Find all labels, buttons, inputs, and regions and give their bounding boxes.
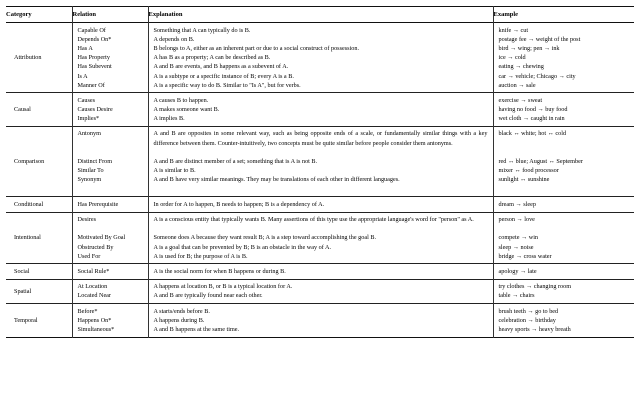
table-row [6, 304, 634, 338]
list-item [499, 53, 630, 62]
relation-cell [72, 212, 148, 264]
example-cell-stack [499, 96, 630, 124]
table-row [6, 126, 634, 196]
example-cell [493, 23, 634, 93]
list-item [154, 282, 488, 291]
list-item [499, 129, 630, 157]
relation-cell-stack [78, 307, 143, 335]
explanation-text: A and B are events, and B happens as a subevent of A. [153, 63, 289, 71]
example-text: auction → sale [498, 81, 536, 89]
list-item [154, 105, 488, 114]
list-item [154, 252, 488, 261]
list-item [499, 105, 630, 114]
list-item [78, 175, 143, 193]
explanation-text: A is a subtype or a specific instance of B; every A is a B. [153, 72, 294, 80]
category-cell [6, 23, 72, 93]
list-item [499, 307, 630, 316]
example-cell-stack [499, 26, 630, 90]
explanation-cell-stack [154, 282, 488, 300]
list-item [499, 267, 630, 276]
relation-label: Happens On* [77, 316, 112, 324]
example-text: car → vehicle; Chicago → city [498, 72, 576, 80]
explanation-text: A happens at location B, or B is a typical location for A. [153, 283, 293, 291]
example-cell [493, 264, 634, 279]
list-item [499, 175, 630, 193]
category-label: Attribution [14, 54, 42, 62]
list-item [154, 200, 488, 209]
example-text: exercise → sweat [498, 96, 543, 104]
example-text: dream → sleep [498, 200, 536, 208]
example-text: red ↔ blue; August ↔ September [498, 158, 583, 166]
explanation-text: A is similar to B. [153, 167, 196, 175]
explanation-text: A and B happens at the same time. [153, 325, 240, 333]
relation-label: Has Prerequisite [77, 200, 119, 208]
example-text: table → chairs [498, 292, 535, 300]
example-text: try clothes → changing room [498, 283, 572, 291]
list-item [78, 200, 143, 209]
category-cell [6, 264, 72, 279]
example-cell-stack [499, 307, 630, 335]
list-item [78, 316, 143, 325]
relation-label: Causes [77, 96, 96, 104]
list-item [499, 96, 630, 105]
list-item [78, 62, 143, 71]
explanation-cell-stack [154, 200, 488, 209]
category-cell [6, 304, 72, 338]
explanation-text: Something that A can typically do is B. [153, 26, 251, 34]
list-item [78, 166, 143, 175]
example-cell [493, 93, 634, 127]
list-item [154, 157, 488, 166]
explanation-cell-stack [154, 129, 488, 193]
list-item [78, 267, 143, 276]
list-item [499, 325, 630, 334]
explanation-cell [148, 93, 493, 127]
example-text: postage fee → weight of the post [498, 35, 581, 43]
list-item [154, 267, 488, 276]
relation-label: Capable Of [77, 26, 106, 34]
relation-cell [72, 23, 148, 93]
explanation-text: A happens during B. [153, 316, 205, 324]
list-item [154, 72, 488, 81]
example-cell-stack [499, 215, 630, 261]
example-text: person → love [498, 216, 535, 224]
example-text: apology → late [498, 267, 537, 275]
example-cell-stack [499, 200, 630, 209]
list-item [499, 200, 630, 209]
list-item [499, 35, 630, 44]
list-item [154, 325, 488, 334]
category-label: Spatial [14, 287, 32, 295]
table-row [6, 197, 634, 212]
category-label: Comparison [14, 158, 45, 166]
example-text: heavy sports → heavy breath [498, 325, 571, 333]
explanation-text: A makes someone want B. [153, 106, 220, 114]
list-item [78, 96, 143, 105]
explanation-text: A causes B to happen. [153, 96, 209, 104]
list-item [154, 81, 488, 90]
list-item [78, 35, 143, 44]
relation-cell-stack [78, 26, 143, 90]
list-item [78, 252, 143, 261]
relation-cell [72, 304, 148, 338]
relation-label: Located Near [77, 292, 111, 300]
list-item [78, 53, 143, 62]
explanation-text: A is a goal that can be prevented by B; B is an obstacle in the way of A. [153, 243, 332, 251]
list-item [499, 316, 630, 325]
relation-label: Synonym [77, 176, 102, 184]
category-cell [6, 212, 72, 264]
relation-cell [72, 264, 148, 279]
list-item [499, 166, 630, 175]
explanation-text: A is the social norm for when B happens or during B. [153, 267, 286, 275]
relation-cell-stack [78, 129, 143, 193]
list-item [78, 307, 143, 316]
relation-label: Causes Desire [77, 106, 113, 114]
explanation-cell [148, 126, 493, 196]
relation-label: Distinct From [77, 158, 113, 166]
list-item [499, 215, 630, 233]
table-body [6, 23, 634, 338]
relation-cell-stack [78, 96, 143, 124]
example-cell [493, 126, 634, 196]
explanation-cell [148, 279, 493, 303]
explanation-text: A has B as a property; A can be described as B. [153, 54, 271, 62]
relation-label: Has Subevent [77, 63, 112, 71]
relation-cell [72, 279, 148, 303]
list-item [78, 129, 143, 157]
relation-label: Before* [77, 307, 98, 315]
relation-label: Has Property [77, 54, 110, 62]
list-item [78, 157, 143, 166]
explanation-cell [148, 197, 493, 212]
explanation-cell-stack [154, 96, 488, 124]
relation-cell-stack [78, 200, 143, 209]
explanation-cell [148, 212, 493, 264]
list-item [78, 114, 143, 123]
list-item [499, 252, 630, 261]
list-item [78, 72, 143, 81]
list-item [154, 243, 488, 252]
relation-taxonomy-table [6, 6, 634, 338]
category-label: Conditional [14, 200, 44, 208]
relation-label: Depends On* [77, 35, 112, 43]
category-label: Intentional [14, 234, 41, 242]
relation-label: At Location [77, 283, 108, 291]
list-item [499, 157, 630, 166]
example-cell-stack [499, 129, 630, 193]
example-cell [493, 212, 634, 264]
example-text: brush teeth → go to bed [498, 307, 559, 315]
explanation-cell-stack [154, 215, 488, 261]
explanation-cell [148, 304, 493, 338]
list-item [154, 44, 488, 53]
relation-label: Is A [77, 72, 88, 80]
list-item [499, 72, 630, 81]
explanation-text: A starts/ends before B. [153, 307, 210, 315]
explanation-cell-stack [154, 26, 488, 90]
list-item [78, 325, 143, 334]
explanation-cell [148, 23, 493, 93]
list-item [78, 105, 143, 114]
column-header-category: Category [6, 10, 32, 18]
list-item [499, 81, 630, 90]
list-item [499, 26, 630, 35]
example-text: sleep → noise [498, 243, 534, 251]
list-item [154, 316, 488, 325]
table-header-row [6, 7, 634, 23]
table-row [6, 93, 634, 127]
relation-label: Antonym [77, 130, 101, 138]
example-cell [493, 197, 634, 212]
explanation-text: A is used for B; the purpose of A is B. [153, 252, 248, 260]
example-text: bird → wing; pen → ink [498, 44, 560, 52]
list-item [154, 114, 488, 123]
list-item [154, 233, 488, 242]
relation-label: Motivated By Goal [77, 234, 126, 242]
explanation-text: A and B have very similar meanings. They may be translations of each other in different languages. [153, 176, 400, 184]
category-cell [6, 93, 72, 127]
list-item [78, 282, 143, 291]
list-item [154, 307, 488, 316]
example-text: sunlight ↔ sunshine [498, 176, 550, 184]
example-text: eating → chewing [498, 63, 544, 71]
relation-label: Social Rule* [77, 267, 110, 275]
example-cell-stack [499, 282, 630, 300]
example-text: bridge → cross water [498, 252, 552, 260]
table-row [6, 279, 634, 303]
relation-cell [72, 126, 148, 196]
category-cell [6, 197, 72, 212]
list-item [154, 53, 488, 62]
explanation-text: A and B are opposites in some relevant way, such as being opposite ends of a scale, or fundamentally similar things with a key difference between them. Counter-intuitively, two concepts must be quite similar before people consider them antonyms. [153, 130, 488, 147]
relation-cell-stack [78, 282, 143, 300]
list-item [154, 166, 488, 175]
list-item [499, 233, 630, 242]
relation-cell-stack [78, 267, 143, 276]
explanation-text: A depends on B. [153, 35, 195, 43]
list-item [78, 44, 143, 53]
relation-cell-stack [78, 215, 143, 261]
example-text: ice → cold [498, 54, 526, 62]
list-item [154, 62, 488, 71]
relation-cell [72, 197, 148, 212]
table-row [6, 212, 634, 264]
explanation-text: A and B are distinct member of a set; something that is A is not B. [153, 158, 318, 166]
list-item [78, 291, 143, 300]
explanation-cell [148, 264, 493, 279]
explanation-cell-stack [154, 267, 488, 276]
example-cell [493, 279, 634, 303]
column-header-explanation: Explanation [148, 7, 493, 23]
list-item [154, 96, 488, 105]
relation-label: Simultaneous* [77, 325, 115, 333]
example-text: black ↔ white; hot ↔ cold [498, 130, 567, 138]
list-item [154, 35, 488, 44]
table-header [6, 7, 634, 23]
explanation-text: In order for A to happen, B needs to happen; B is a dependency of A. [153, 200, 325, 208]
table-row [6, 264, 634, 279]
list-item [499, 114, 630, 123]
category-cell [6, 126, 72, 196]
explanation-text: Someone does A because they want result B; A is a step toward accomplishing the goal B. [153, 234, 377, 242]
relation-label: Used For [77, 252, 101, 260]
category-label: Temporal [14, 316, 38, 324]
explanation-text: B belongs to A, either as an inherent part or due to a social construct of possession. [153, 44, 360, 52]
list-item [154, 215, 488, 233]
column-header-example: Example [493, 7, 634, 23]
list-item [78, 243, 143, 252]
example-cell [493, 304, 634, 338]
list-item [499, 243, 630, 252]
explanation-text: A and B are typically found near each other. [153, 292, 263, 300]
list-item [154, 291, 488, 300]
list-item [154, 129, 488, 157]
list-item [499, 44, 630, 53]
list-item [499, 62, 630, 71]
explanation-cell-stack [154, 307, 488, 335]
list-item [499, 291, 630, 300]
column-header-relation: Relation [72, 7, 148, 23]
relation-cell [72, 93, 148, 127]
list-item [154, 175, 488, 193]
example-text: having no food → buy food [498, 106, 568, 114]
list-item [154, 26, 488, 35]
example-text: knife → cut [498, 26, 529, 34]
explanation-text: A is a specific way to do B. Similar to "Is A", but for verbs. [153, 81, 301, 89]
relation-label: Similar To [77, 167, 104, 175]
example-text: wet cloth → caught in rain [498, 115, 565, 123]
example-text: celebration → birthday [498, 316, 556, 324]
example-text: compete → win [498, 234, 539, 242]
relation-label: Obstructed By [77, 243, 114, 251]
category-label: Social [14, 267, 30, 275]
list-item [499, 282, 630, 291]
explanation-text: A implies B. [153, 115, 185, 123]
relation-label: Implies* [77, 115, 100, 123]
example-cell-stack [499, 267, 630, 276]
list-item [78, 233, 143, 242]
example-text: mixer ↔ food processor [498, 167, 559, 175]
list-item [78, 26, 143, 35]
relation-label: Manner Of [77, 81, 105, 89]
explanation-text: A is a conscious entity that typically wants B. Many assertions of this type use the appropriate language's word for "person" as A. [153, 216, 474, 224]
table-row [6, 23, 634, 93]
category-cell [6, 279, 72, 303]
relation-label: Desires [77, 216, 97, 224]
list-item [78, 81, 143, 90]
list-item [78, 215, 143, 233]
category-label: Causal [14, 106, 31, 114]
relation-label: Has A [77, 44, 93, 52]
